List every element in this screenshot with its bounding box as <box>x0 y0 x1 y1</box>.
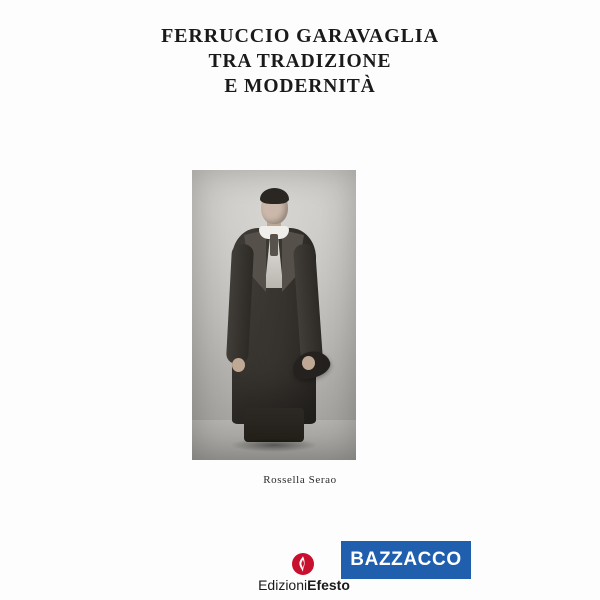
publisher-logo <box>258 553 350 595</box>
figure-tie <box>270 234 278 256</box>
figure-legs <box>244 408 304 442</box>
cover-photograph <box>192 170 356 460</box>
publisher-name-bold: Efesto <box>307 577 350 593</box>
bazzacco-badge <box>341 541 471 579</box>
bazzacco-badge-label: BAZZACCO <box>350 549 462 570</box>
figure-hand-right <box>302 356 315 370</box>
figure-shadow <box>230 438 318 452</box>
title-line-1: FERRUCCIO GARAVAGLIA <box>161 25 439 47</box>
title-line-3: E MODERNITÀ <box>224 76 376 97</box>
efesto-flame-icon <box>291 552 315 576</box>
cover-title <box>0 24 600 99</box>
portrait-figure <box>192 170 356 460</box>
author-name: Rossella Serao <box>263 474 337 486</box>
publisher-name <box>258 577 350 593</box>
figure-hair <box>260 188 289 204</box>
figure-hand-left <box>232 358 245 372</box>
title-line-2: TRA TRADIZIONE <box>208 51 392 72</box>
publisher-name-light: Edizioni <box>258 577 308 593</box>
